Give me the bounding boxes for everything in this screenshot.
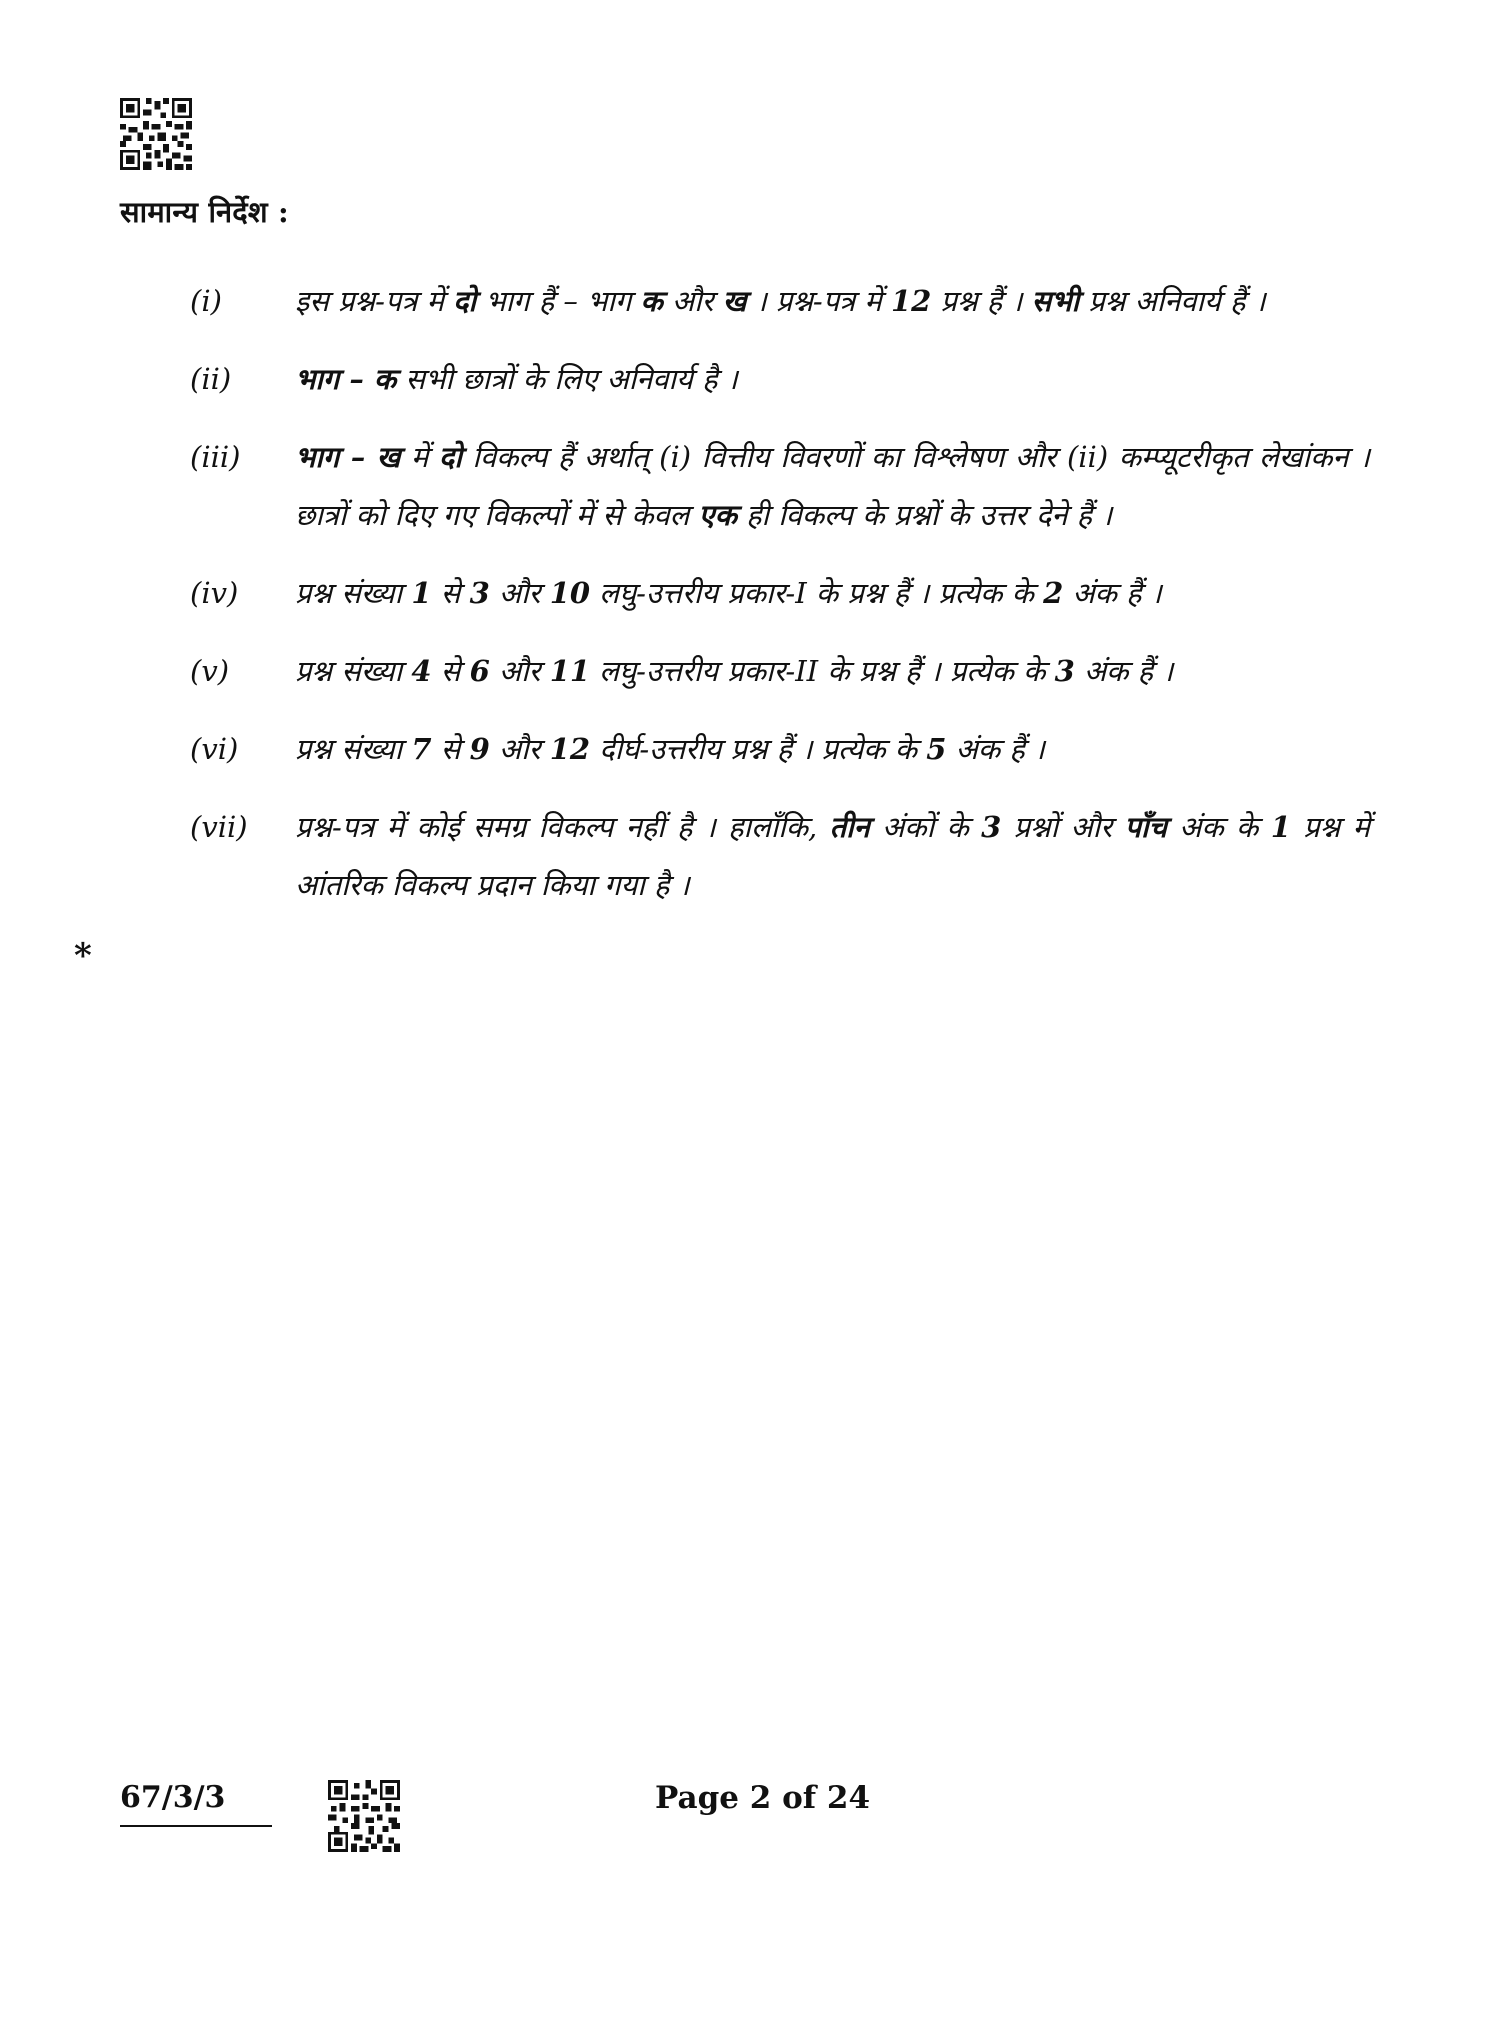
instruction-emphasis: पाँच <box>1124 810 1167 844</box>
instruction-segment: प्रश्नों और <box>1001 810 1125 844</box>
instruction-emphasis: ख <box>722 284 747 318</box>
page-heading: सामान्य निर्देश : <box>120 195 289 229</box>
instruction-segment: सभी छात्रों के लिए अनिवार्य है । <box>396 362 738 396</box>
instruction-item <box>190 350 1370 408</box>
instruction-segment: भाग हैं – भाग <box>476 284 641 318</box>
instruction-segment: दीर्घ-उत्तरीय प्रश्न हैं । प्रत्येक के <box>590 732 927 766</box>
instruction-item <box>190 720 1370 778</box>
instruction-item <box>190 798 1370 914</box>
instruction-segment: और <box>489 654 550 688</box>
instruction-number: (v) <box>190 654 230 688</box>
instruction-segment: प्रश्न संख्या <box>295 654 412 688</box>
instruction-text <box>295 798 1370 914</box>
instruction-item <box>190 564 1370 622</box>
instruction-text <box>295 428 1370 544</box>
instruction-number: (iv) <box>190 576 239 610</box>
instruction-emphasis: भाग – क <box>295 362 397 396</box>
instruction-segment: लघु-उत्तरीय प्रकार-I के प्रश्न हैं । प्रत्येक के <box>590 576 1044 610</box>
instruction-item <box>190 428 1370 544</box>
instruction-emphasis: 10 <box>549 576 591 610</box>
instruction-text <box>295 642 1370 700</box>
instruction-emphasis: दो <box>453 284 477 318</box>
instruction-segment: लघु-उत्तरीय प्रकार-II के प्रश्न हैं । प्रत्येक के <box>590 654 1055 688</box>
qr-code-icon <box>328 1780 400 1852</box>
instruction-text <box>295 564 1370 622</box>
instruction-segment: अंक हैं । <box>1074 654 1174 688</box>
instruction-segment: में <box>400 440 439 474</box>
instruction-segment: विकल्प हैं अर्थात् (i) वित्तीय विवरणों का विश्लेषण और (ii) कम्प्यूटरीकृत लेखांकन । छात्रों को दिए गए विकल्पों में से केवल <box>295 440 1371 532</box>
instruction-segment: प्रश्न हैं । <box>931 284 1032 318</box>
instruction-emphasis: सभी <box>1031 284 1080 318</box>
instruction-emphasis: 3 <box>469 576 490 610</box>
instruction-emphasis: 12 <box>890 284 932 318</box>
instruction-segment: । प्रश्न-पत्र में <box>746 284 891 318</box>
paper-code: 67/3/3 <box>120 1780 272 1827</box>
instruction-text <box>295 272 1370 330</box>
instruction-emphasis: 11 <box>549 654 591 688</box>
instruction-item <box>190 272 1370 330</box>
instruction-segment: इस प्रश्न-पत्र में <box>295 284 454 318</box>
instruction-emphasis: 9 <box>469 732 490 766</box>
instruction-segment: और <box>489 732 550 766</box>
instruction-number: (iii) <box>190 440 241 474</box>
instruction-emphasis: एक <box>698 498 737 532</box>
instruction-emphasis: 3 <box>981 810 1002 844</box>
instruction-segment: प्रश्न संख्या <box>295 732 412 766</box>
instruction-segment: प्रश्न संख्या <box>295 576 412 610</box>
instruction-emphasis: 2 <box>1043 576 1064 610</box>
instruction-emphasis: तीन <box>829 810 870 844</box>
instruction-emphasis: 1 <box>1270 810 1291 844</box>
instruction-segment: प्रश्न अनिवार्य हैं । <box>1079 284 1266 318</box>
page-number: Page 2 of 24 <box>655 1780 871 1816</box>
instruction-emphasis: 4 <box>411 654 432 688</box>
instruction-emphasis: दो <box>438 440 462 474</box>
instruction-emphasis: 6 <box>469 654 490 688</box>
instruction-segment: ही विकल्प के प्रश्नों के उत्तर देने हैं । <box>736 498 1113 532</box>
instruction-emphasis: 5 <box>926 732 947 766</box>
instruction-segment: अंक के <box>1166 810 1271 844</box>
instruction-emphasis: 3 <box>1054 654 1075 688</box>
instruction-emphasis: भाग – ख <box>295 440 401 474</box>
star-marker: * <box>74 936 92 976</box>
qr-code-icon <box>120 98 192 170</box>
instruction-segment: से <box>431 654 470 688</box>
instruction-number: (vii) <box>190 810 248 844</box>
instruction-emphasis: 1 <box>411 576 432 610</box>
instruction-text <box>295 350 1370 408</box>
instruction-segment: और <box>662 284 723 318</box>
instruction-segment: प्रश्न में आंतरिक विकल्प प्रदान किया गया है । <box>295 810 1370 902</box>
instruction-number: (ii) <box>190 362 232 396</box>
instruction-item <box>190 642 1370 700</box>
instruction-list <box>190 272 1370 934</box>
instruction-segment: से <box>431 732 470 766</box>
instruction-segment: प्रश्न-पत्र में कोई समग्र विकल्प नहीं है । हालाँकि, <box>295 810 830 844</box>
instruction-emphasis: 7 <box>411 732 432 766</box>
instruction-segment: से <box>431 576 470 610</box>
instruction-number: (vi) <box>190 732 239 766</box>
instruction-emphasis: 12 <box>549 732 591 766</box>
instruction-segment: और <box>489 576 550 610</box>
instruction-number: (i) <box>190 284 222 318</box>
instruction-segment: अंक हैं । <box>1063 576 1162 610</box>
instruction-segment: अंक हैं । <box>946 732 1045 766</box>
instruction-segment: अंकों के <box>869 810 982 844</box>
instruction-emphasis: क <box>640 284 663 318</box>
instruction-text <box>295 720 1370 778</box>
